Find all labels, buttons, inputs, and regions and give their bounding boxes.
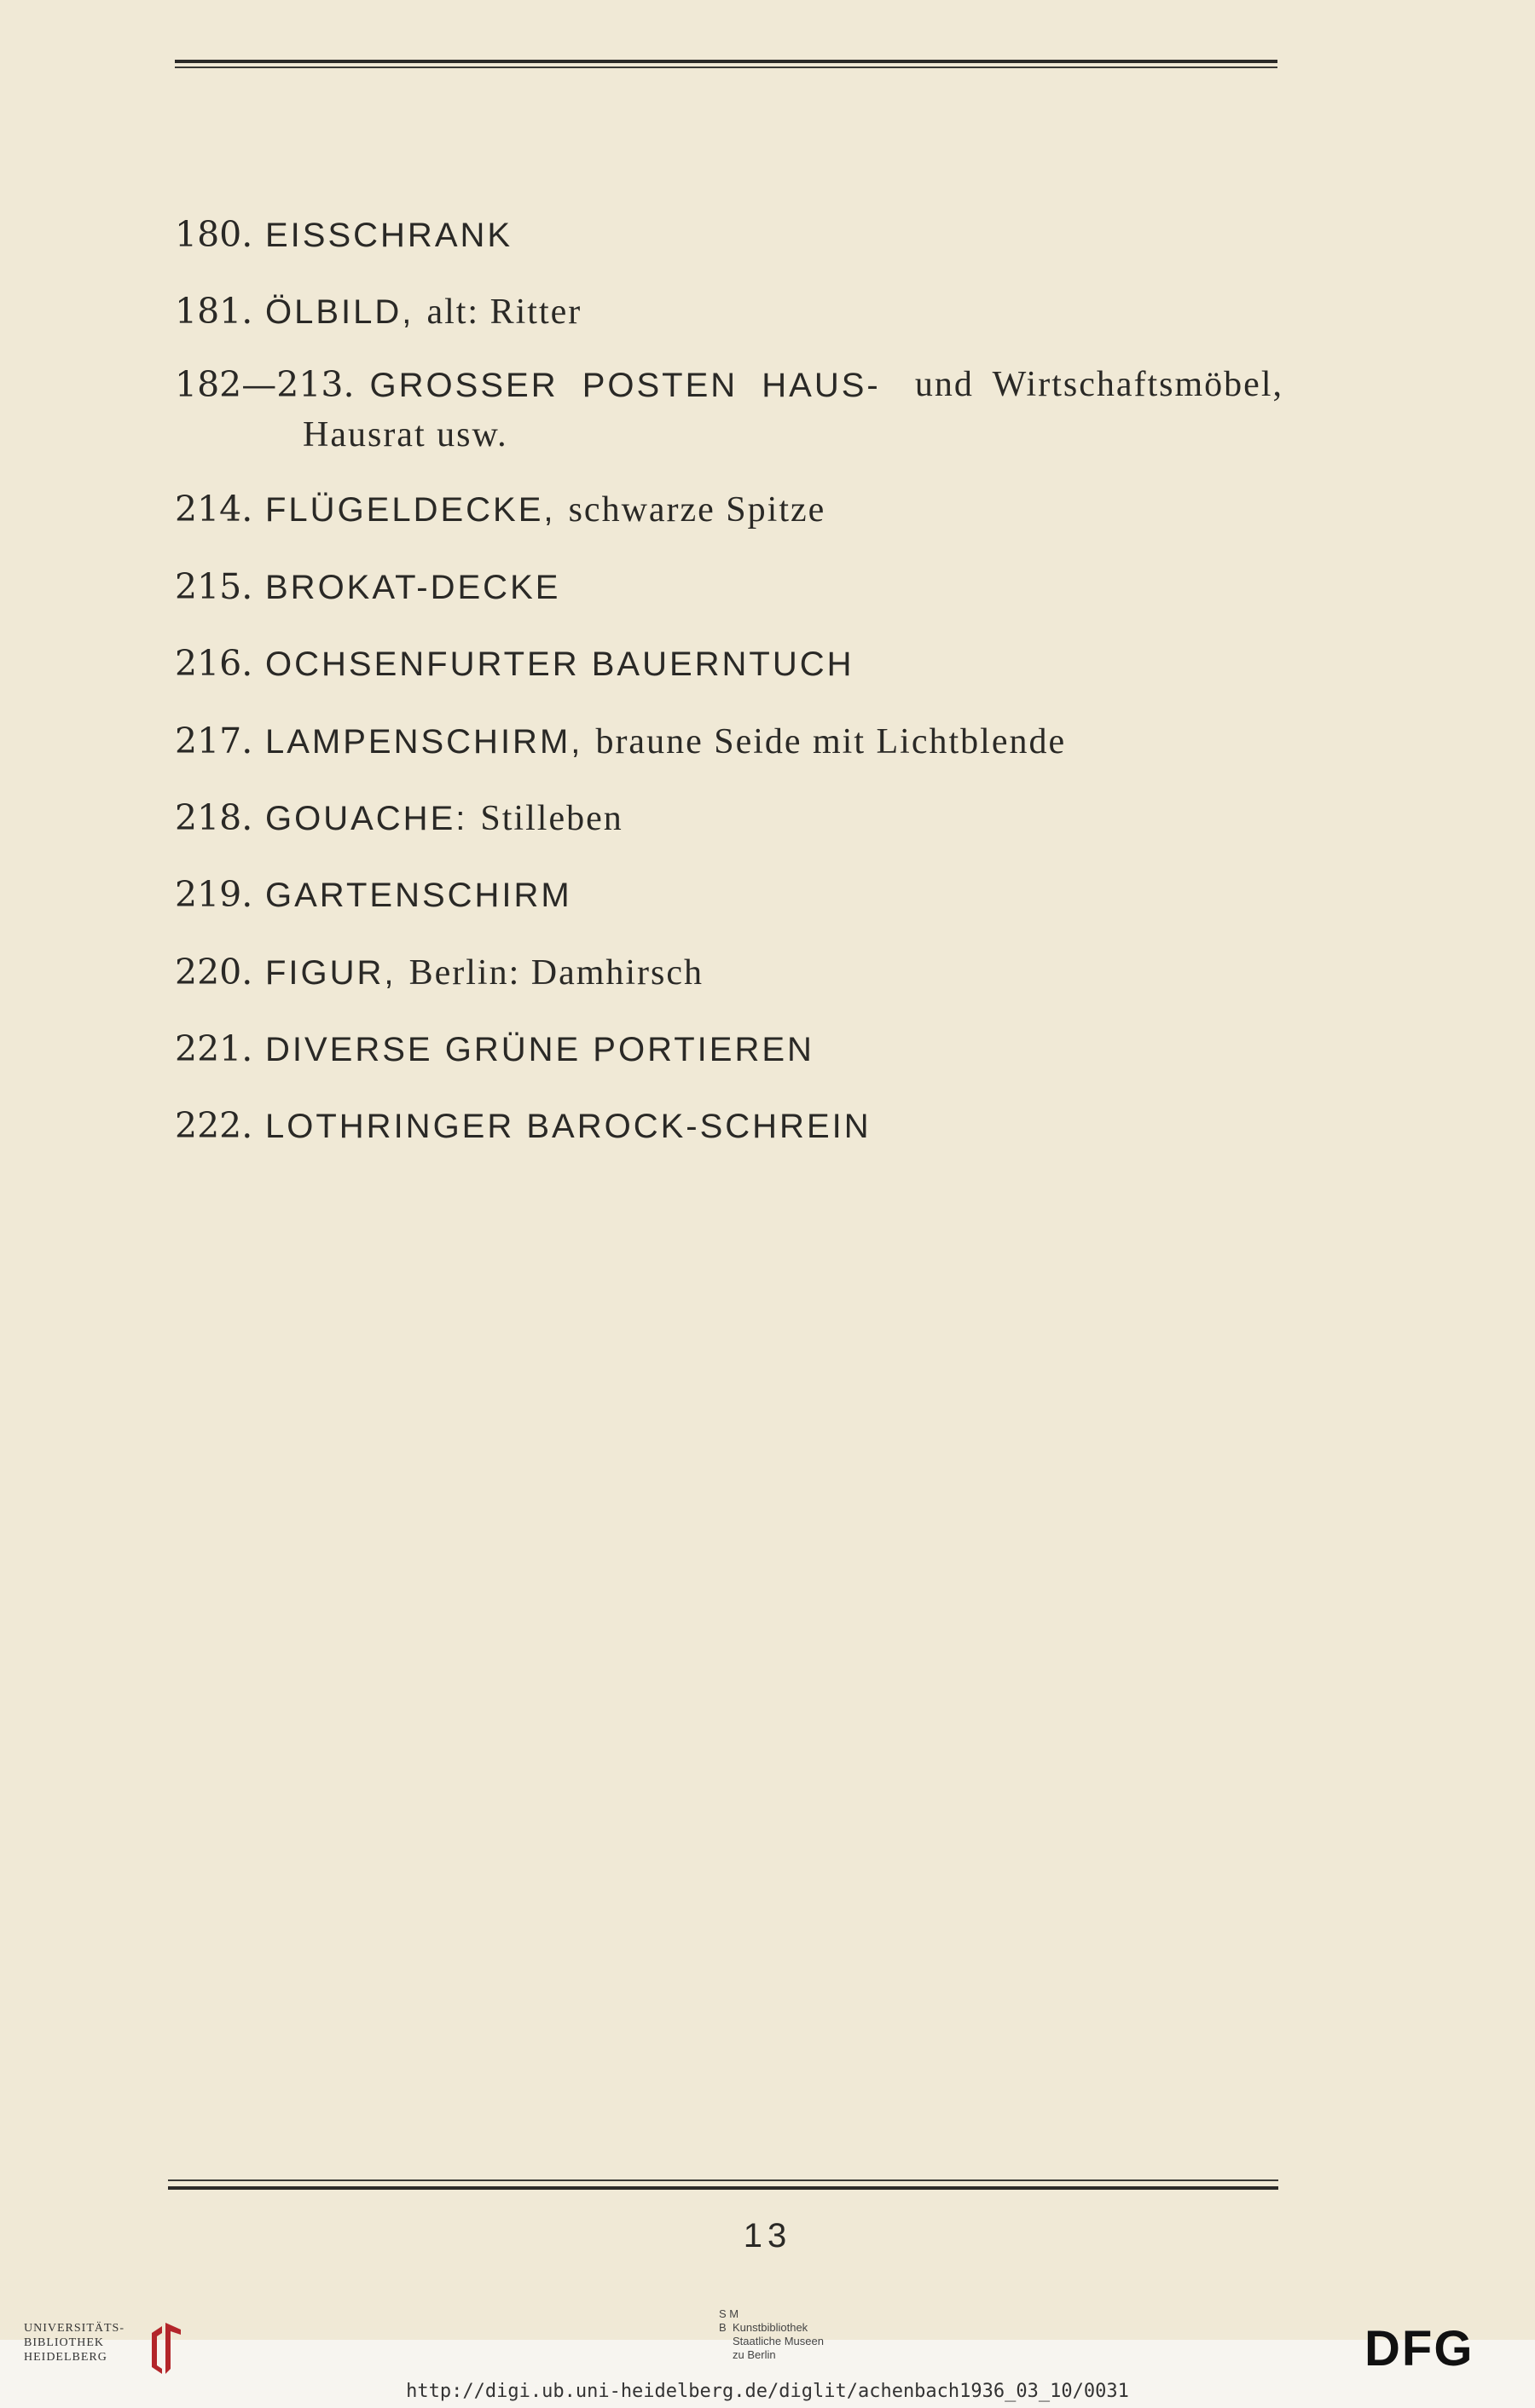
entry-description: Stilleben — [480, 799, 623, 838]
entry-title: FLÜGELDECKE, — [265, 491, 556, 529]
entry-title: GOUACHE: — [265, 800, 468, 837]
entry-number: 182—213. — [175, 364, 355, 405]
entry-description: alt: Ritter — [426, 292, 582, 332]
catalog-entry-182-213 — [175, 360, 1283, 460]
smb-kunstbibliothek-logo — [719, 2307, 824, 2362]
entry-description: braune Seide mit Lichtblende — [595, 722, 1067, 761]
catalog-entry-217 — [175, 716, 1066, 767]
catalog-entry-222 — [175, 1101, 872, 1151]
entry-number: 181. — [175, 291, 253, 332]
entry-number: 222. — [175, 1105, 253, 1146]
entry-number: 215. — [175, 566, 253, 607]
entry-description-continued: Hausrat usw. — [303, 415, 508, 454]
entry-title: DIVERSE GRÜNE PORTIEREN — [265, 1031, 814, 1068]
entry-title: LOTHRINGER BAROCK-SCHREIN — [265, 1108, 872, 1145]
catalog-entry-181 — [175, 287, 582, 337]
catalog-entry-216 — [175, 639, 854, 689]
entry-title: GROSSER POSTEN HAUS- — [369, 367, 881, 404]
bottom-double-rule — [168, 2179, 1278, 2190]
entry-title: GARTENSCHIRM — [265, 877, 572, 914]
logo-line: UNIVERSITÄTS- — [24, 2322, 125, 2335]
smb-line: Kunstbibliothek — [733, 2321, 808, 2334]
page-number: 13 — [743, 2217, 792, 2255]
source-url[interactable]: http://digi.ub.uni-heidelberg.de/diglit/achenbach1936_03_10/0031 — [406, 2381, 1129, 2402]
entry-title: FIGUR, — [265, 954, 397, 992]
logo-line: BIBLIOTHEK — [24, 2336, 104, 2349]
entry-description: Berlin: Damhirsch — [408, 953, 704, 993]
catalog-entry-219 — [175, 870, 572, 920]
smb-letter: B — [719, 2321, 727, 2334]
entry-number: 220. — [175, 952, 253, 993]
entry-title: EISSCHRANK — [265, 217, 513, 254]
entry-number: 216. — [175, 643, 253, 684]
heidelberg-library-logo-text — [24, 2321, 125, 2365]
catalog-entry-221 — [175, 1024, 814, 1074]
entry-title: ÖLBILD, — [265, 293, 414, 331]
entry-number: 218. — [175, 797, 253, 838]
dfg-logo-text: DFG — [1364, 2326, 1474, 2369]
smb-line: zu Berlin — [733, 2348, 776, 2361]
entry-number: 219. — [175, 874, 253, 915]
entry-title: LAMPENSCHIRM, — [265, 723, 583, 761]
catalog-entry-220 — [175, 947, 704, 998]
entry-title: BROKAT-DECKE — [265, 569, 561, 606]
entry-title: OCHSENFURTER BAUERNTUCH — [265, 645, 854, 683]
entry-description: schwarze Spitze — [568, 490, 826, 530]
top-double-rule — [175, 60, 1277, 70]
entry-number: 221. — [175, 1028, 253, 1069]
catalog-entry-218 — [175, 793, 623, 843]
entry-description: und Wirtschaftsmöbel, — [914, 365, 1283, 404]
catalog-entry-214 — [175, 484, 825, 535]
catalog-entry-215 — [175, 562, 560, 612]
smb-letters: S M — [719, 2307, 739, 2320]
entry-number: 180. — [175, 214, 253, 255]
smb-line: Staatliche Museen — [733, 2335, 824, 2347]
entry-number: 217. — [175, 721, 253, 761]
heidelberg-library-mark-icon — [147, 2318, 184, 2377]
entry-number: 214. — [175, 489, 253, 530]
dfg-logo — [1364, 2326, 1514, 2369]
catalog-entry-180 — [175, 210, 513, 260]
logo-line: HEIDELBERG — [24, 2351, 107, 2364]
